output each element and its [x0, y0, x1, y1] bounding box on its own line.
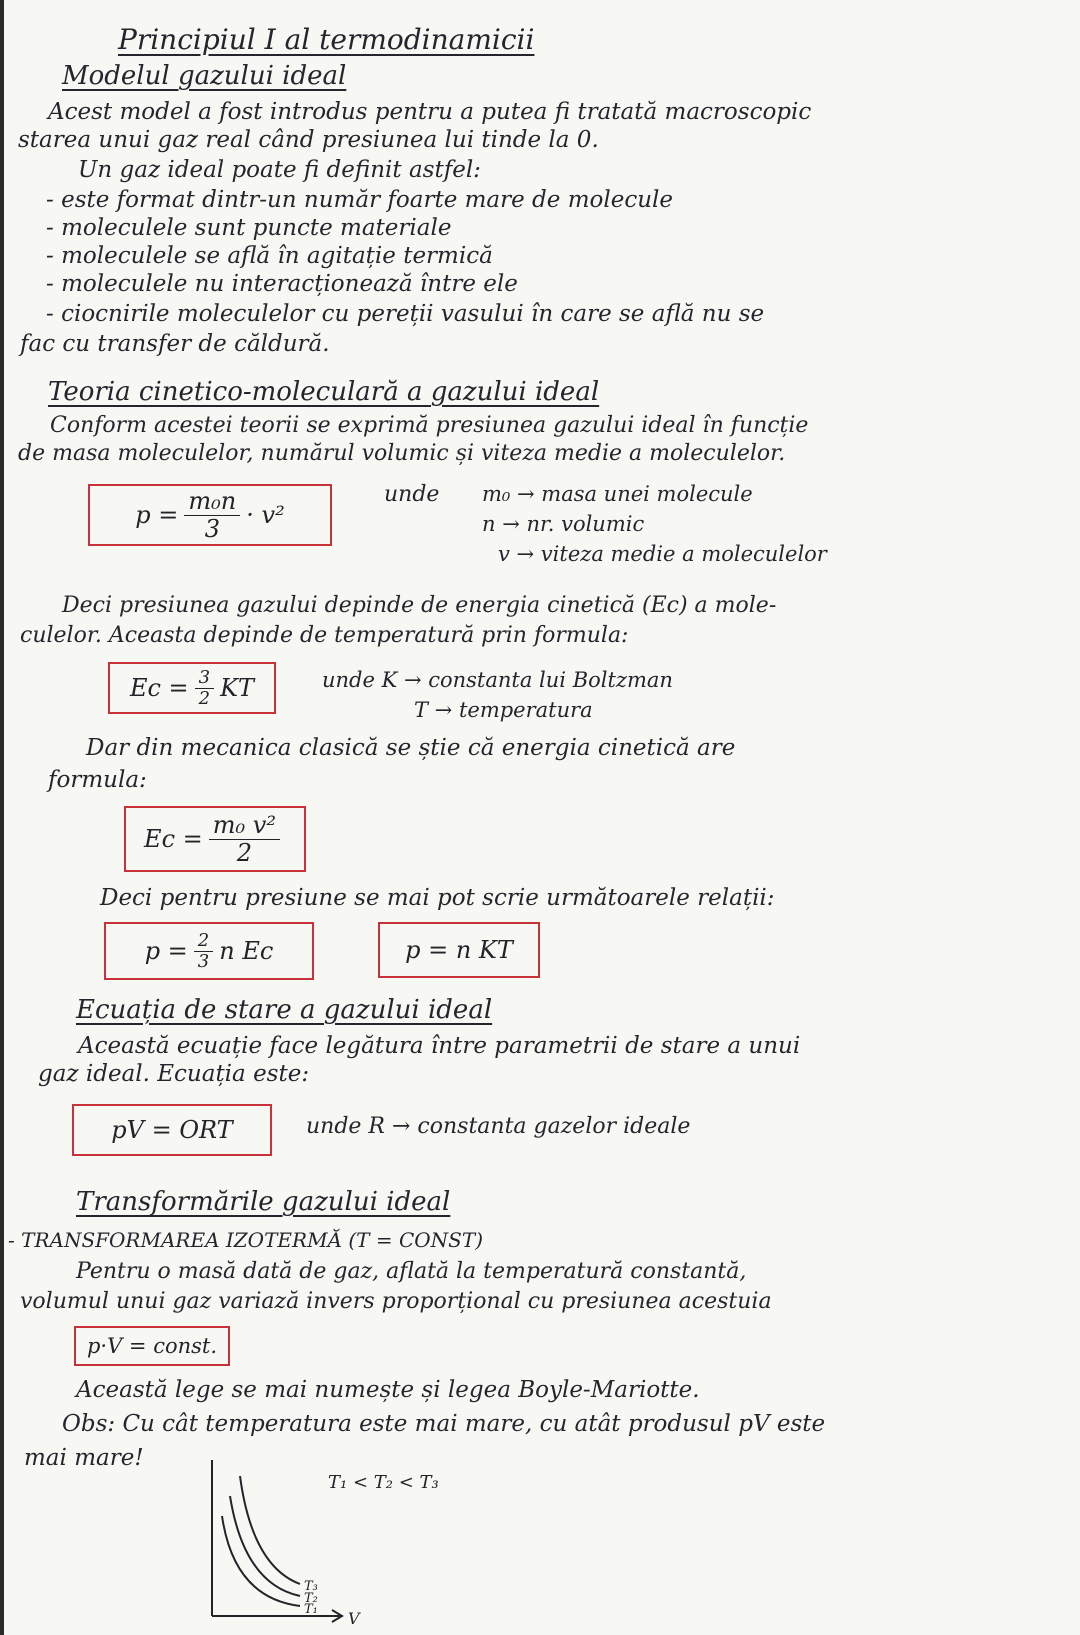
text-line: starea unui gaz real când presiunea lui tinde la 0. — [18, 127, 599, 153]
isotherm-curve-t2 — [230, 1496, 300, 1596]
formula-fraction — [194, 931, 213, 972]
page-edge — [0, 0, 4, 1635]
text-line: Dar din mecanica clasică se știe că energia cinetică are — [86, 735, 736, 761]
formula-lhs: Ec = — [144, 825, 203, 853]
section-heading-kinetic-theory: Teoria cinetico-moleculară a gazului ideal — [48, 377, 600, 407]
fraction-denominator: 3 — [197, 950, 210, 972]
formula-box-pressure-energy — [104, 922, 314, 980]
list-item: - ciocnirile moleculelor cu pereții vasului în care se află nu se — [46, 301, 765, 327]
formula-box-pressure-temperature: p = n KT — [378, 922, 540, 978]
text-line: Această ecuație face legătura între parametrii de stare a unui — [78, 1033, 801, 1059]
formula-box-pressure — [88, 484, 332, 546]
list-item: - moleculele sunt puncte materiale — [46, 215, 452, 241]
text-line: de masa moleculelor, numărul volumic și viteza medie a moleculelor. — [18, 441, 786, 466]
definition-line: unde R → constanta gazelor ideale — [306, 1114, 691, 1139]
text-line: gaz ideal. Ecuația este: — [38, 1061, 310, 1087]
formula-lhs: p = — [144, 937, 188, 965]
formula-fraction — [209, 812, 280, 866]
formula-tail: KT — [220, 674, 255, 702]
definition-line: n → nr. volumic — [482, 512, 645, 536]
text-line: Acest model a fost introdus pentru a putea fi tratată macroscopic — [48, 99, 812, 125]
isotherm-graph — [200, 1456, 460, 1631]
text-line: Conform acestei teorii se exprimă presiunea gazului ideal în funcție — [50, 413, 809, 438]
text-line: culelor. Aceasta depinde de temperatură prin formula: — [20, 623, 629, 648]
curve-label-t2: T₂ — [304, 1591, 318, 1606]
text-line: Această lege se mai numește și legea Boyle-Mariotte. — [76, 1377, 700, 1403]
text-line: fac cu transfer de căldură. — [20, 331, 330, 357]
formula-box-kinetic-energy — [108, 662, 276, 714]
page-title: Principiul I al termodinamicii — [118, 23, 535, 56]
fraction-numerator: 3 — [195, 668, 214, 689]
text-line: Un gaz ideal poate fi definit astfel: — [78, 157, 481, 183]
fraction-denominator: 2 — [236, 838, 252, 867]
text-line: mai mare! — [24, 1445, 144, 1471]
formula-tail: n Ec — [219, 937, 274, 965]
list-item: - este format dintr-un număr foarte mare de molecule — [46, 187, 673, 213]
list-item: - moleculele nu interacționează între ele — [46, 271, 518, 297]
fraction-denominator: 3 — [204, 514, 220, 543]
formula-tail: · v² — [246, 501, 285, 529]
formula-box-state-equation: pV = ORT — [72, 1104, 272, 1156]
text-line: volumul unui gaz variază invers proporțional cu presiunea acestuia — [20, 1289, 772, 1314]
formula-box-boyle-mariotte: p·V = const. — [74, 1326, 230, 1366]
list-item: - moleculele se află în agitație termică — [46, 243, 493, 269]
graph-x-label: V — [348, 1609, 360, 1628]
section-heading-ideal-gas-model: Modelul gazului ideal — [62, 61, 347, 91]
formula-fraction — [195, 668, 214, 709]
formula-box-classical-kinetic-energy — [124, 806, 306, 872]
formula-lhs: p = — [135, 501, 179, 529]
fraction-numerator: m₀ v² — [209, 812, 280, 839]
text-line: Deci presiunea gazului depinde de energia cinetică (Ec) a mole- — [62, 593, 777, 618]
definition-label: unde — [384, 482, 440, 507]
definition-line: unde K → constanta lui Boltzman — [322, 668, 673, 692]
fraction-numerator: 2 — [194, 931, 213, 952]
text-line: Pentru o masă dată de gaz, aflată la temperatură constantă, — [76, 1259, 747, 1284]
subheading-isothermal: - TRANSFORMAREA IZOTERMĂ (T = CONST) — [8, 1228, 483, 1252]
curve-label-t1: T₁ — [304, 1602, 318, 1617]
formula-lhs: Ec = — [129, 674, 189, 702]
definition-line: T → temperatura — [414, 698, 593, 722]
curve-label-t3: T₃ — [304, 1579, 318, 1594]
temperature-relation: T₁ < T₂ < T₃ — [328, 1472, 439, 1493]
definition-line: m₀ → masa unei molecule — [482, 482, 753, 506]
fraction-denominator: 2 — [198, 687, 211, 709]
text-line: Obs: Cu cât temperatura este mai mare, cu atât produsul pV este — [62, 1411, 826, 1437]
formula-fraction — [184, 488, 240, 542]
section-heading-state-equation: Ecuația de stare a gazului ideal — [76, 995, 493, 1025]
text-line: formula: — [48, 767, 147, 793]
text-line: Deci pentru presiune se mai pot scrie următoarele relații: — [100, 885, 775, 911]
definition-line: v → viteza medie a moleculelor — [498, 542, 827, 566]
isotherm-curve-t3 — [240, 1476, 300, 1584]
fraction-numerator: m₀n — [184, 488, 240, 515]
section-heading-transformations: Transformările gazului ideal — [76, 1187, 451, 1217]
